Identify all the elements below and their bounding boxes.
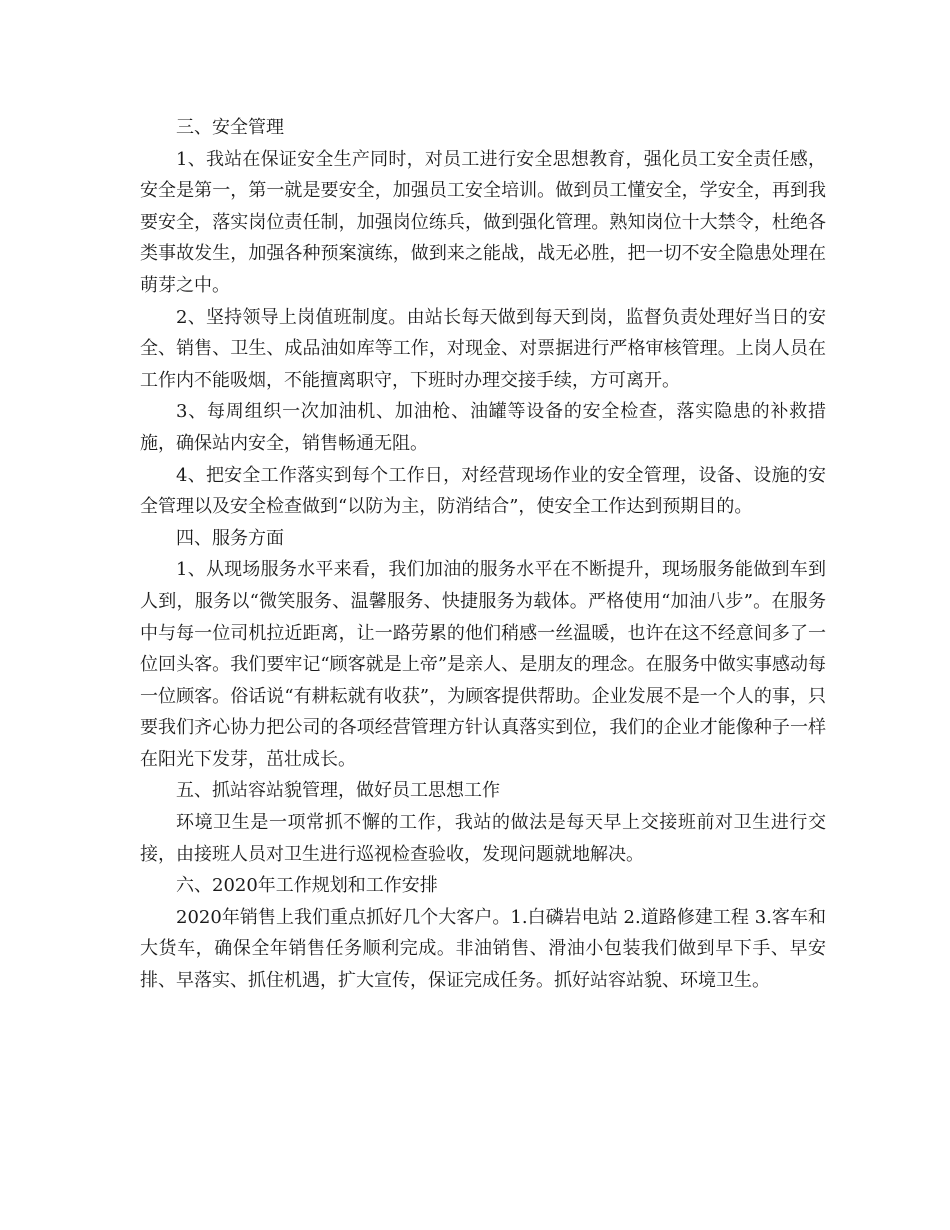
paragraph-service-1: 1、从现场服务水平来看，我们加油的服务水平在不断提升，现场服务能做到车到人到，服务以“微笑服务、温馨服务、快捷服务为载体。严格使用“加油八步”。在服务中与每一位司机拉近距离，让一路劳累的他们稍感一丝温暖，也许在这不经意间多了一位回头客。我们要牢记“顾客就是上帝”是亲人、是朋友的理念。在服务中做实事感动每一位顾客。俗话说“有耕耘就有收获”，为顾客提供帮助。企业发展不是一个人的事，只要我们齐心协力把公司的各项经营管理方针认真落实到位，我们的企业才能像种子一样在阳光下发芽，茁壮成长。 (140, 559, 826, 770)
paragraph-safety-2: 2、坚持领导上岗值班制度。由站长每天做到每天到岗，监督负责处理好当日的安全、销售、卫生、成品油如库等工作，对现金、对票据进行严格审核管理。上岗人员在工作内不能吸烟，不能擅离职守，下班时办理交接手续，方可离开。 (140, 306, 826, 391)
section-heading-station-appearance: 五、抓站容站貌管理，做好员工思想工作 (176, 780, 500, 802)
document-page (140, 112, 826, 997)
section-heading-plan-2020: 六、2020年工作规划和工作安排 (176, 875, 438, 897)
paragraph-safety-1: 1、我站在保证安全生产同时，对员工进行安全思想教育，强化员工安全责任感，安全是第一，第一就是要安全，加强员工安全培训。做到员工懂安全，学安全，再到我要安全，落实岗位责任制，加强岗位练兵，做到强化管理。熟知岗位十大禁令，杜绝各类事故发生，加强各种预案演练，做到来之能战，战无必胜，把一切不安全隐患处理在萌芽之中。 (140, 148, 826, 296)
paragraph-plan-2020: 2020年销售上我们重点抓好几个大客户。1.白磷岩电站 2.道路修建工程 3.客车和大货车，确保全年销售任务顺利完成。非油销售、滑油小包装我们做到早下手、早安排、早落实、抓住机遇，扩大宣传，保证完成任务。抓好站容站貌、环境卫生。 (140, 906, 826, 992)
paragraph-safety-4: 4、把安全工作落实到每个工作日，对经营现场作业的安全管理，设备、设施的安全管理以及安全检查做到“以防为主，防消结合”，使安全工作达到预期目的。 (140, 464, 826, 518)
paragraph-environment: 环境卫生是一项常抓不懈的工作，我站的做法是每天早上交接班前对卫生进行交接，由接班人员对卫生进行巡视检查验收，发现问题就地解决。 (140, 812, 826, 865)
paragraph-safety-3: 3、每周组织一次加油机、加油枪、油罐等设备的安全检查，落实隐患的补救措施，确保站内安全，销售畅通无阻。 (140, 401, 826, 454)
section-heading-safety: 三、安全管理 (176, 117, 284, 138)
section-heading-service: 四、服务方面 (176, 527, 284, 549)
